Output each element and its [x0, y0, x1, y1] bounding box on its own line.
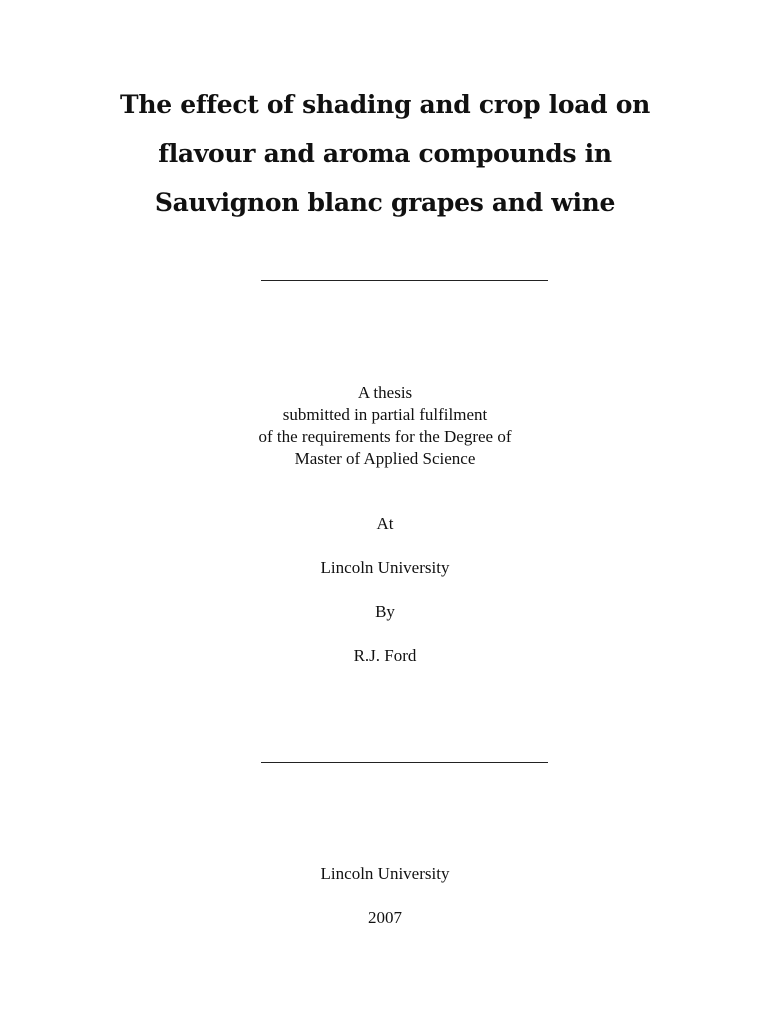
publication-year: 2007 — [368, 908, 402, 927]
thesis-statement-line-3: of the requirements for the Degree of — [258, 427, 512, 446]
top-divider — [261, 280, 548, 281]
bottom-divider — [261, 762, 548, 763]
thesis-statement-line-1: A thesis — [357, 383, 413, 402]
thesis-statement-line-4: Master of Applied Science — [294, 449, 476, 468]
title-line-3: Sauvignon blanc grapes and wine — [154, 188, 616, 217]
thesis-statement-line-2: submitted in partial fulfilment — [282, 405, 488, 424]
at-label: At — [376, 514, 394, 533]
author-name: R.J. Ford — [353, 646, 417, 665]
title-line-1: The effect of shading and crop load on — [120, 90, 650, 119]
institution-name: Lincoln University — [320, 558, 450, 577]
by-label: By — [375, 602, 395, 621]
publisher-name: Lincoln University — [320, 864, 450, 883]
title-line-2: flavour and aroma compounds in — [158, 139, 612, 168]
thesis-title — [0, 80, 770, 227]
